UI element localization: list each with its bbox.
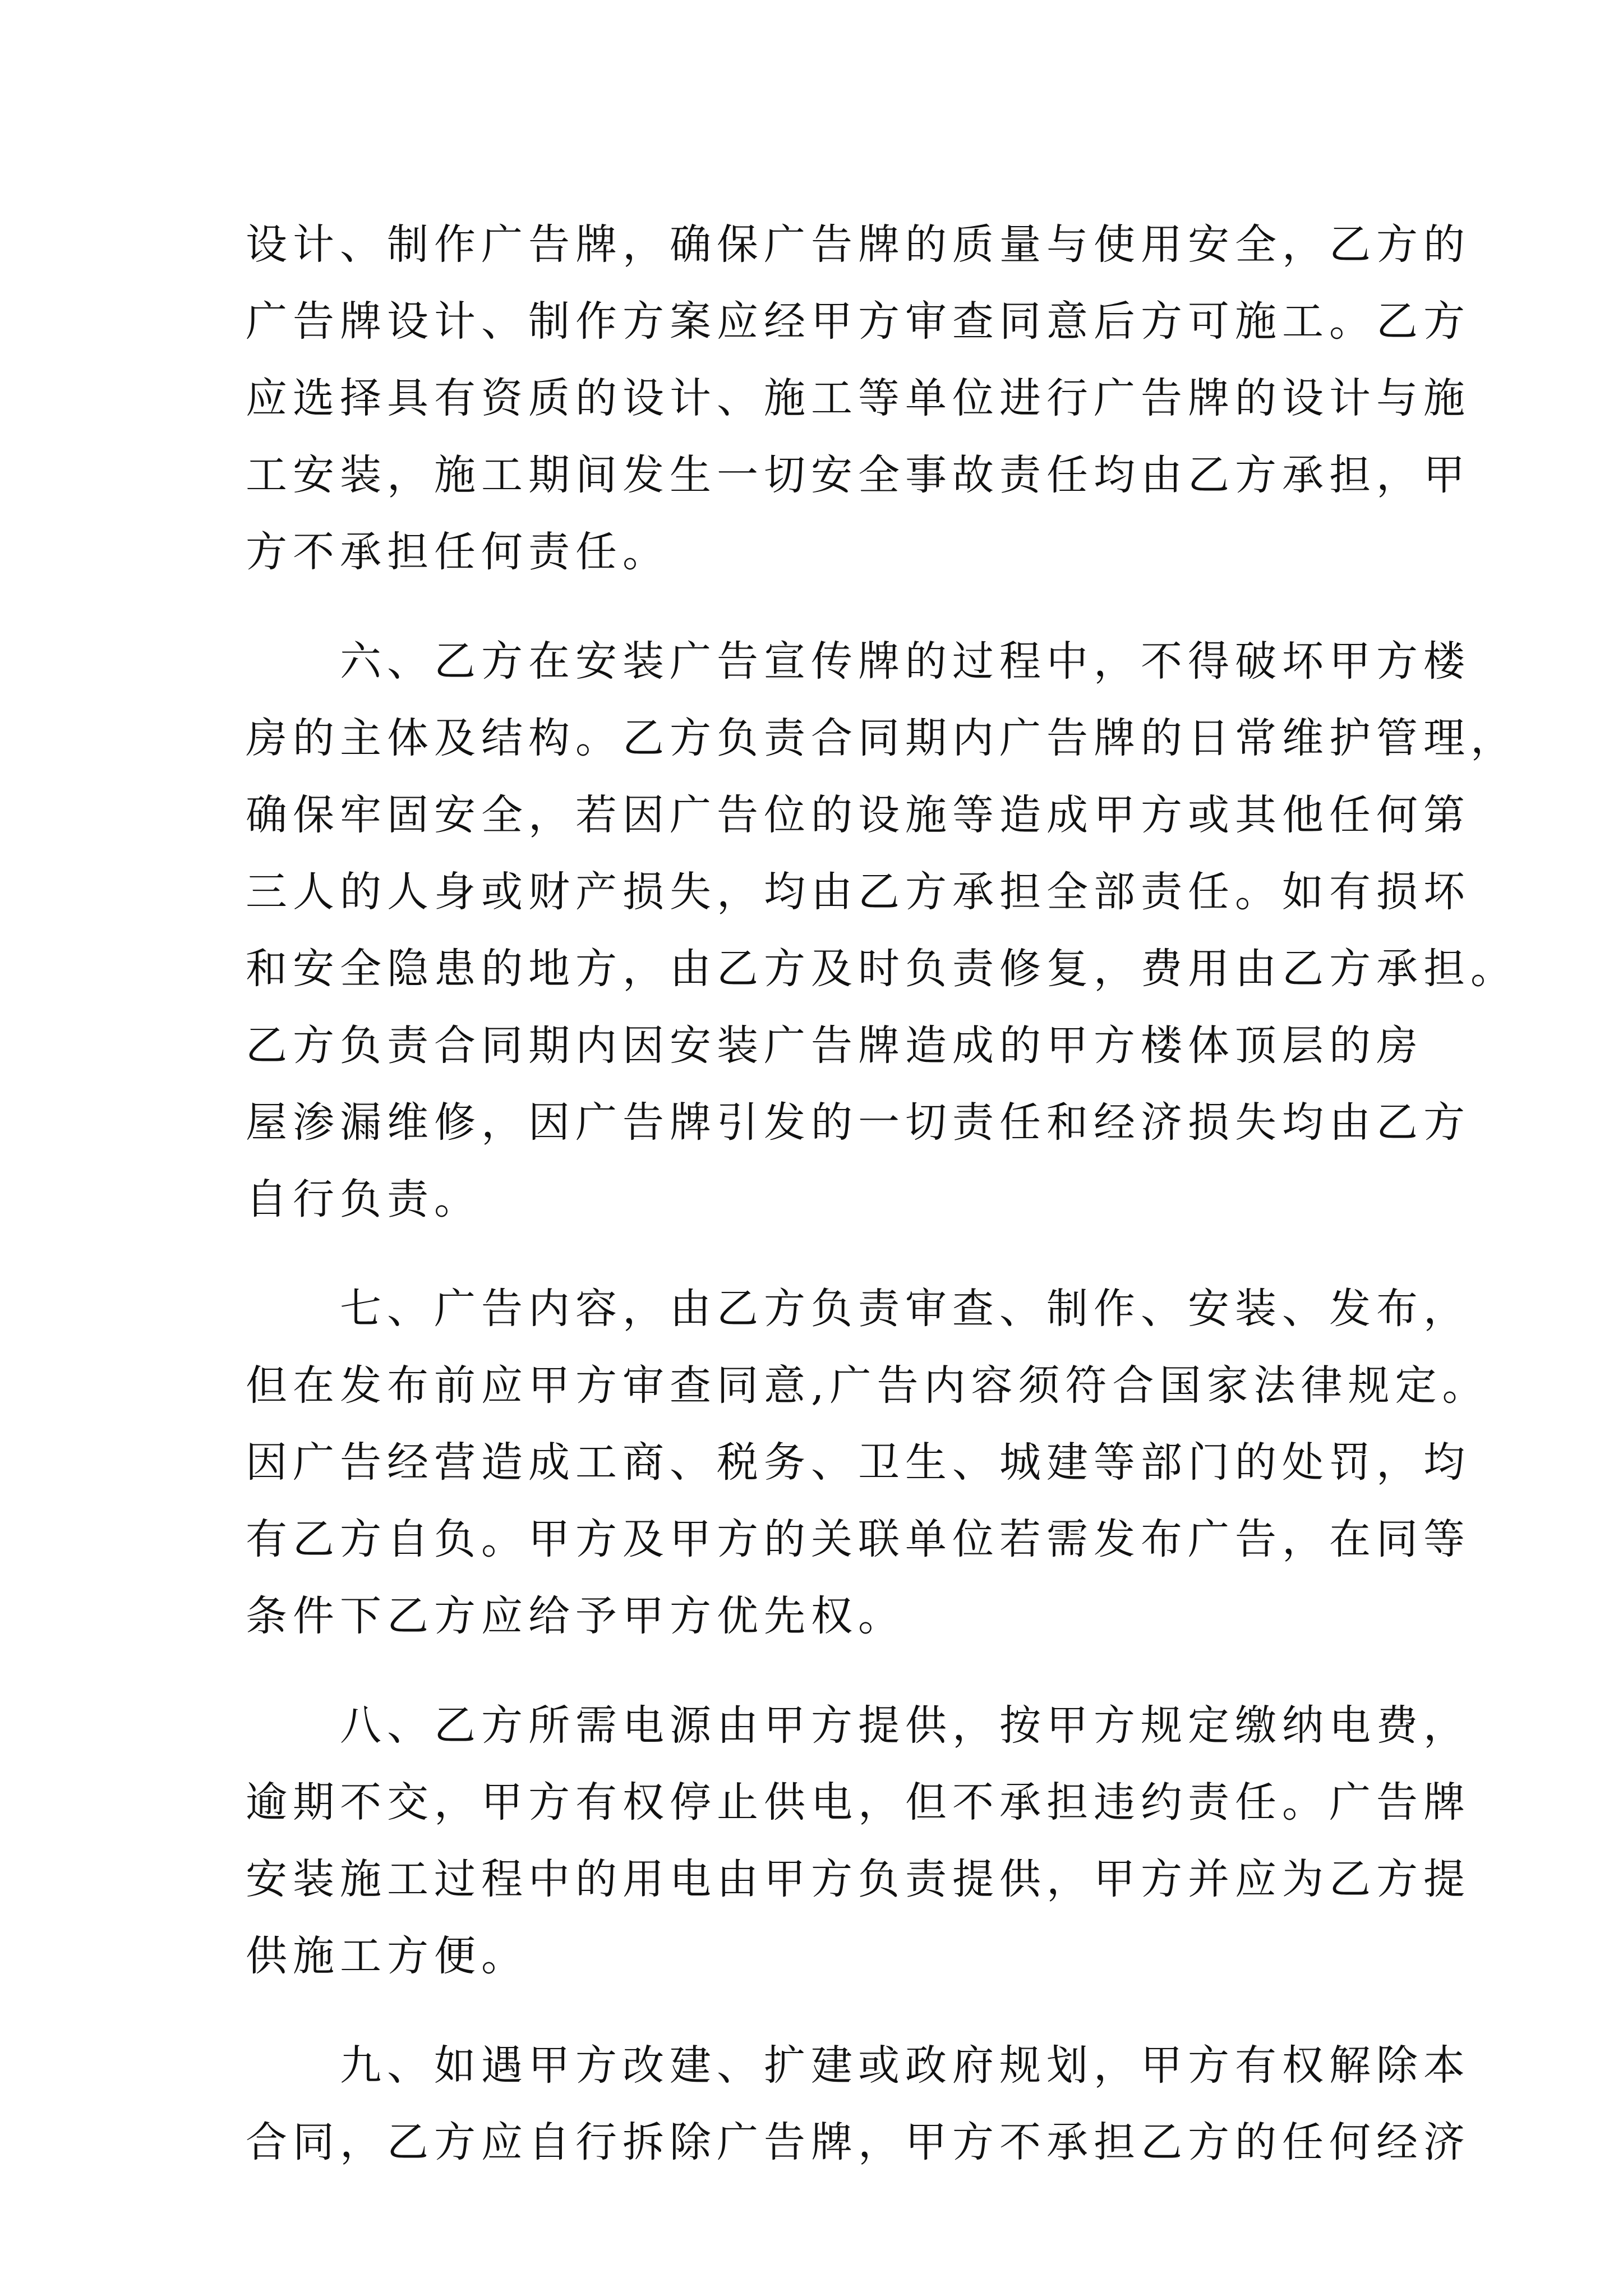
paragraph-clause-6 [246,623,1518,1238]
text-line: 供施工方便。 [246,1932,528,1980]
text-line: 工安装，施工期间发生一切安全事故责任均由乙方承担，甲 [246,451,1470,499]
text-line: 应选择具有资质的设计、施工等单位进行广告牌的设计与施 [246,374,1470,422]
text-line: 有乙方自负。甲方及甲方的关联单位若需发布广告，在同等 [246,1515,1470,1563]
text-line: 方不承担任何责任。 [246,528,670,576]
text-line: 因广告经营造成工商、税务、卫生、城建等部门的处罚，均 [246,1438,1470,1487]
text-line: 合同，乙方应自行拆除广告牌，甲方不承担乙方的任何经济 [246,2118,1470,2166]
text-line: 广告牌设计、制作方案应经甲方审查同意后方可施工。乙方 [246,297,1470,346]
document-body [246,206,1518,2181]
paragraph-spacer [246,1995,1390,2027]
text-line: 设计、制作广告牌，确保广告牌的质量与使用安全，乙方的 [246,220,1470,269]
text-line: 房的主体及结构。乙方负责合同期内广告牌的日常维护管理， [246,714,1518,762]
text-line: 八、乙方所需电源由甲方提供，按甲方规定缴纳电费， [340,1701,1470,1750]
text-line: 七、广告内容，由乙方负责审查、制作、安装、发布， [340,1285,1470,1333]
text-line: 安装施工过程中的用电由甲方负责提供，甲方并应为乙方提 [246,1855,1470,1903]
paragraph-continued-clause [246,206,1470,591]
text-line: 乙方负责合同期内因安装广告牌造成的甲方楼体顶层的房 [246,1022,1423,1070]
paragraph-spacer [246,591,1390,623]
paragraph-clause-9 [246,2027,1470,2181]
paragraph-clause-8 [246,1687,1470,1995]
text-line: 屋渗漏维修，因广告牌引发的一切责任和经济损失均由乙方 [246,1098,1470,1147]
text-line: 九、如遇甲方改建、扩建或政府规划，甲方有权解除本 [340,2041,1470,2090]
paragraph-spacer [246,1655,1390,1687]
text-line: 自行负责。 [246,1175,481,1223]
paragraph-clause-7 [246,1271,1490,1655]
text-line: 六、乙方在安装广告宣传牌的过程中，不得破坏甲方楼 [340,637,1470,685]
text-line: 和安全隐患的地方，由乙方及时负责修复，费用由乙方承担。 [246,945,1518,993]
text-line: 但在发布前应甲方审查同意,广告内容须符合国家法律规定。 [246,1361,1490,1410]
text-line: 三人的人身或财产损失，均由乙方承担全部责任。如有损坏 [246,868,1470,916]
text-line: 条件下乙方应给予甲方优先权。 [246,1592,905,1640]
text-line: 逾期不交，甲方有权停止供电，但不承担违约责任。广告牌 [246,1778,1470,1826]
text-line: 确保牢固安全，若因广告位的设施等造成甲方或其他任何第 [246,791,1470,839]
paragraph-spacer [246,1238,1390,1271]
